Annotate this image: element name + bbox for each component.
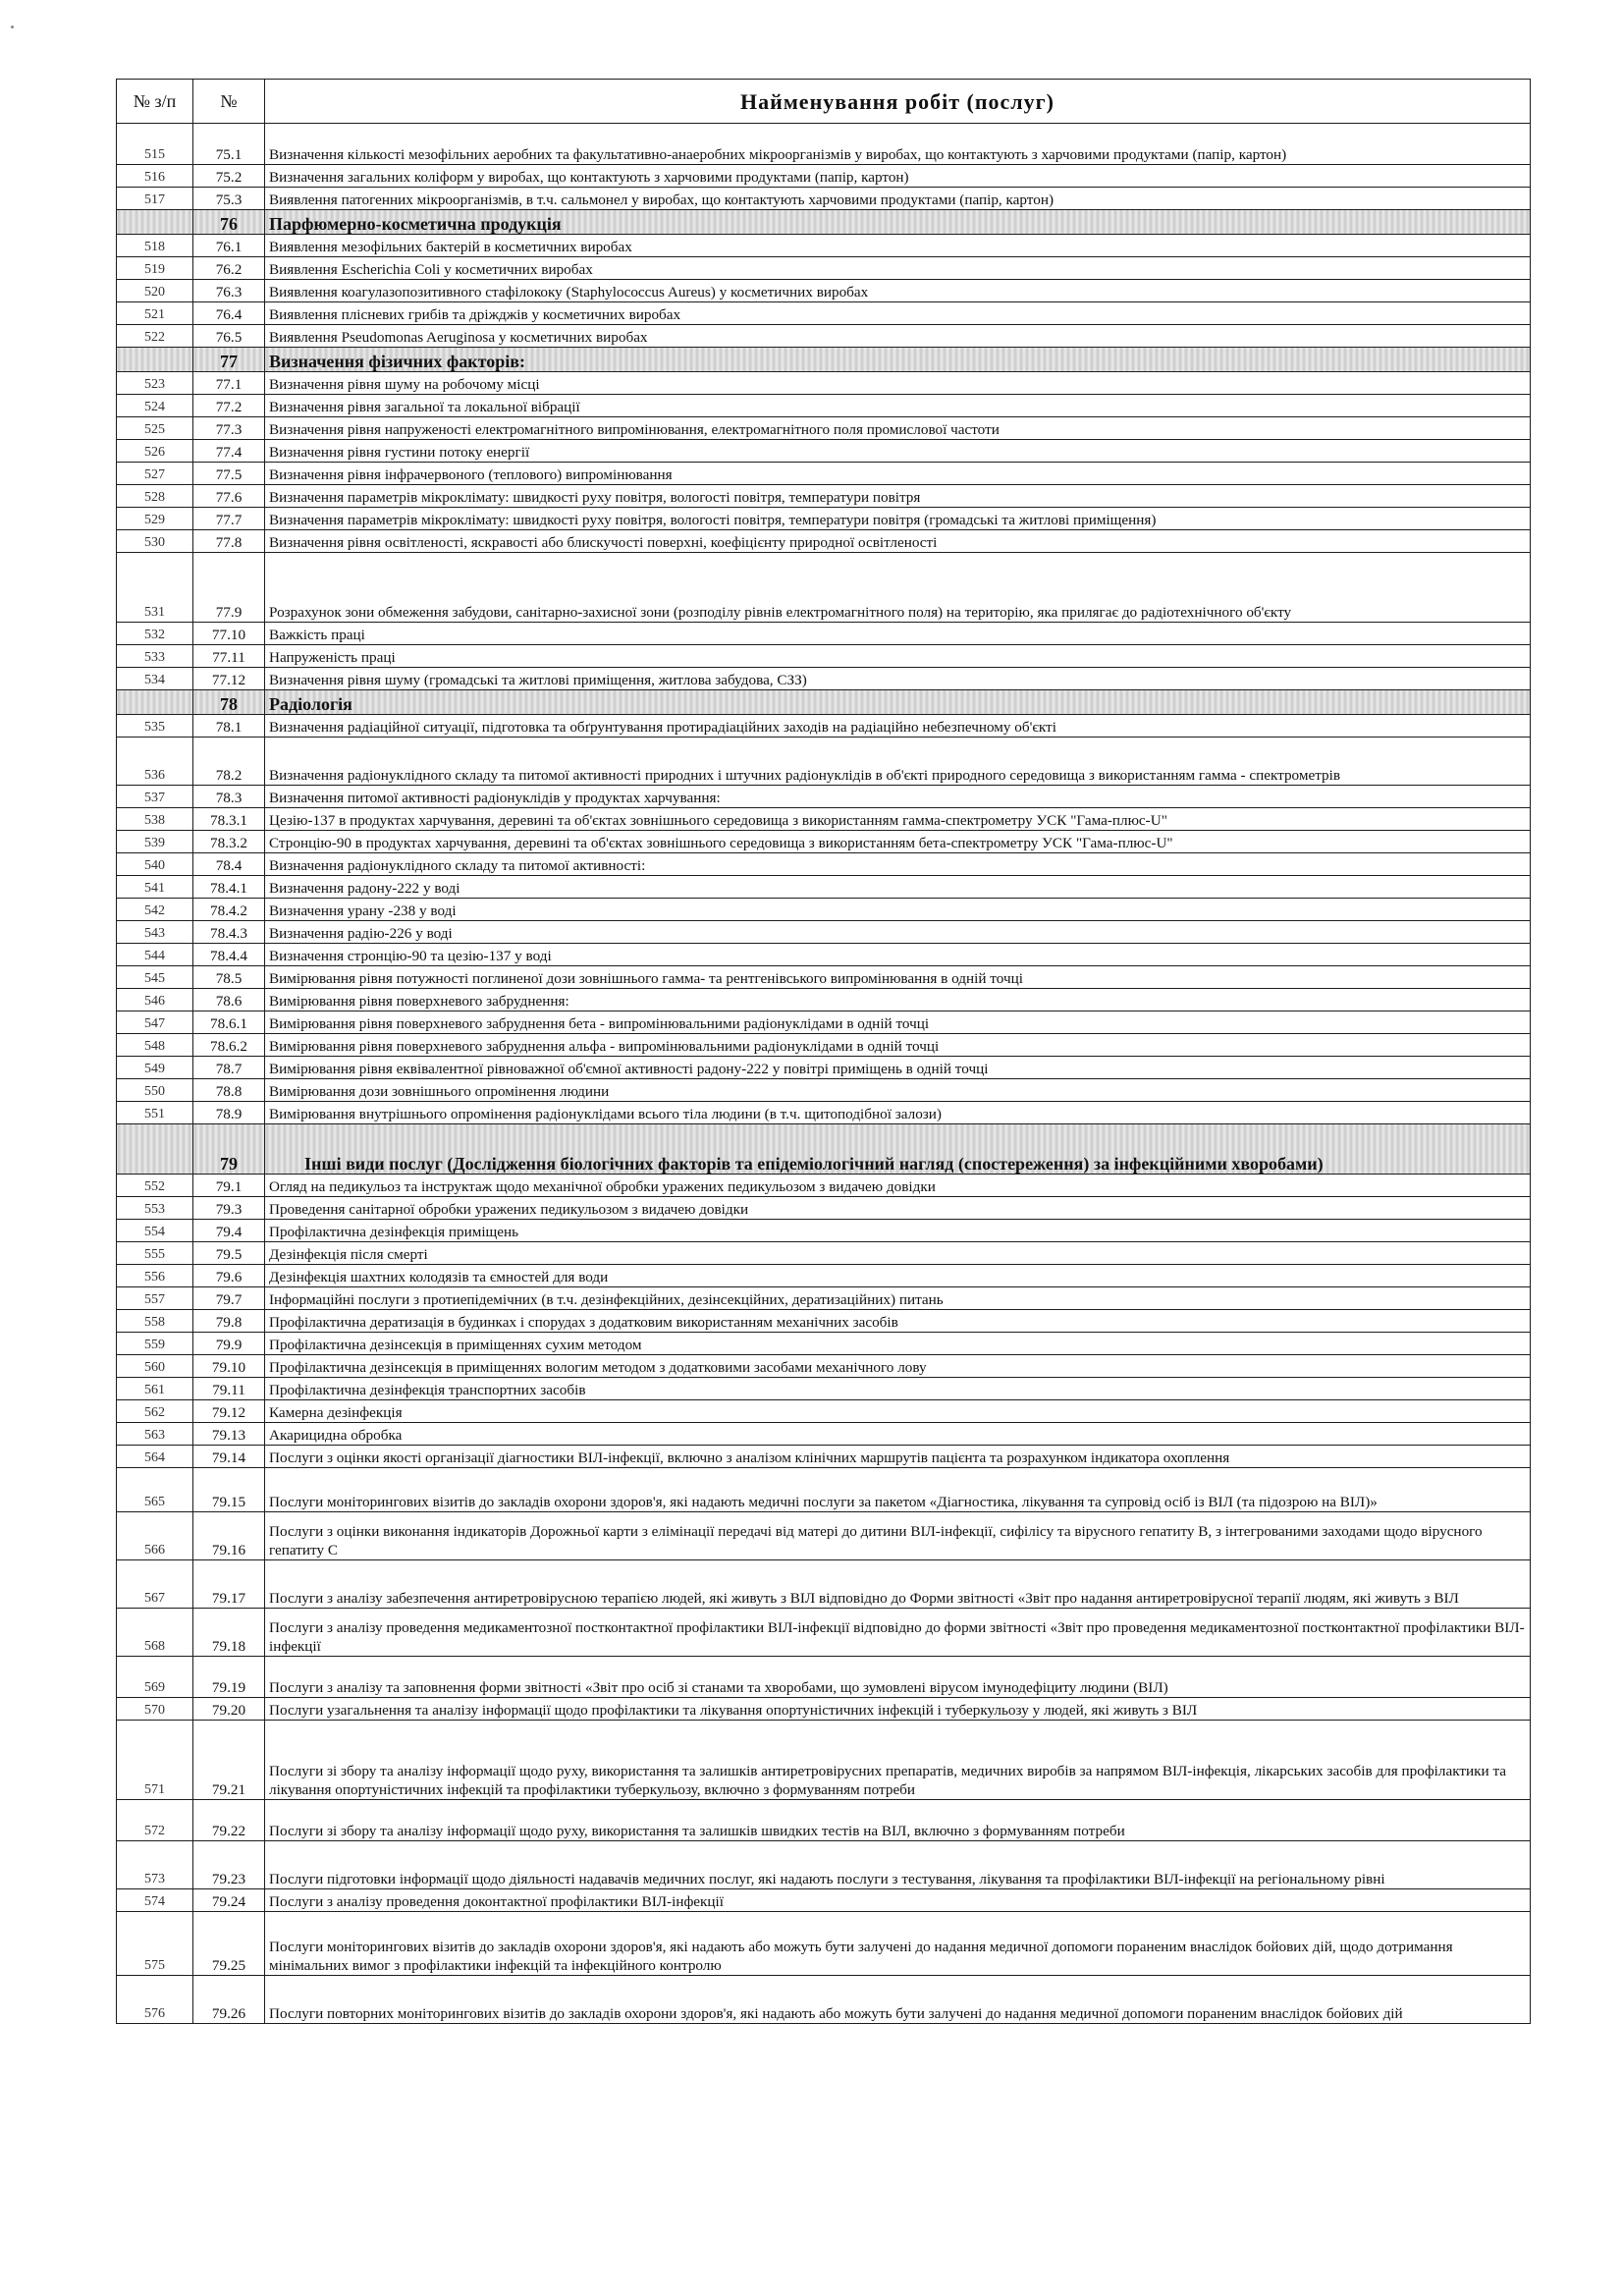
- table-row: [117, 395, 1531, 417]
- table-row: [117, 668, 1531, 690]
- service-code: 79.4: [193, 1220, 265, 1242]
- row-number: 542: [117, 899, 193, 921]
- table-row: [117, 1378, 1531, 1400]
- table-row: [117, 1242, 1531, 1265]
- table-row: [117, 645, 1531, 668]
- table-row: [117, 1657, 1531, 1698]
- table-row: [117, 1446, 1531, 1468]
- row-number: 522: [117, 325, 193, 348]
- row-number: 562: [117, 1400, 193, 1423]
- table-row: [117, 553, 1531, 623]
- service-name: Визначення рівня напруженості електромагнітного випромінювання, електромагнітного поля промислової частоти: [265, 417, 1531, 440]
- table-row: [117, 738, 1531, 786]
- row-number: 528: [117, 485, 193, 508]
- service-code: 78.3.2: [193, 831, 265, 853]
- service-name: Радіологія: [265, 690, 1531, 715]
- row-number: 560: [117, 1355, 193, 1378]
- table-row: [117, 1912, 1531, 1976]
- service-name: Інформаційні послуги з протиепідемічних (в т.ч. дезінфекційних, дезінсекційних, дератизаційних) питань: [265, 1287, 1531, 1310]
- service-name: Вимірювання дози зовнішнього опромінення людини: [265, 1079, 1531, 1102]
- row-number: [117, 1124, 193, 1175]
- service-name: Профілактична дезінфекція приміщень: [265, 1220, 1531, 1242]
- service-name: Визначення рівня густини потоку енергії: [265, 440, 1531, 463]
- table-row: [117, 1034, 1531, 1057]
- service-name: Виявлення Pseudomonas Aeruginosa у косметичних виробах: [265, 325, 1531, 348]
- row-number: 575: [117, 1912, 193, 1976]
- table-row: [117, 1079, 1531, 1102]
- service-name: Виявлення Escherichia Coli у косметичних виробах: [265, 257, 1531, 280]
- service-code: 78.4.3: [193, 921, 265, 944]
- service-name: Визначення рівня освітленості, яскравості або блискучості поверхні, коефіцієнту природної освітленості: [265, 530, 1531, 553]
- service-code: 79.19: [193, 1657, 265, 1698]
- row-number: 538: [117, 808, 193, 831]
- row-number: 518: [117, 235, 193, 257]
- service-code: 77.7: [193, 508, 265, 530]
- row-number: 530: [117, 530, 193, 553]
- service-name: Камерна дезінфекція: [265, 1400, 1531, 1423]
- service-name: Послуги підготовки інформації щодо діяльності надавачів медичних послуг, які надають послуги з тестування, лікування та профілактики ВІЛ-інфекції на регіональному рівні: [265, 1841, 1531, 1889]
- table-row: [117, 966, 1531, 989]
- service-code: 77.6: [193, 485, 265, 508]
- service-code: 77.2: [193, 395, 265, 417]
- service-name: Послуги повторних моніторингових візитів до закладів охорони здоров'я, які надають або можуть бути залучені до надання медичної допомоги пораненим внаслідок бойових дій: [265, 1976, 1531, 2024]
- row-number: 545: [117, 966, 193, 989]
- service-code: 79.22: [193, 1800, 265, 1841]
- service-name: Виявлення мезофільних бактерій в косметичних виробах: [265, 235, 1531, 257]
- table-row: [117, 989, 1531, 1011]
- service-name: Послуги з аналізу проведення медикаментозної постконтактної профілактики ВІЛ-інфекції відповідно до форми звітності «Звіт про проведення медикаментозної постконтактної профілактики ВІЛ-інфекції: [265, 1609, 1531, 1657]
- service-code: 77.1: [193, 372, 265, 395]
- table-row: [117, 1265, 1531, 1287]
- row-number: 541: [117, 876, 193, 899]
- service-code: 78.1: [193, 715, 265, 738]
- service-code: 79.21: [193, 1721, 265, 1800]
- service-code: 78.4.4: [193, 944, 265, 966]
- service-name: Вимірювання рівня потужності поглиненої дози зовнішнього гамма- та рентгенівського випромінювання в одній точці: [265, 966, 1531, 989]
- table-row: [117, 1057, 1531, 1079]
- table-row: [117, 1400, 1531, 1423]
- service-name: Визначення загальних коліформ у виробах, що контактують з харчовими продуктами (папір, картон): [265, 165, 1531, 188]
- row-number: 552: [117, 1175, 193, 1197]
- header-code: №: [193, 80, 265, 124]
- service-name: Визначення стронцію-90 та цезію-137 у воді: [265, 944, 1531, 966]
- row-number: 536: [117, 738, 193, 786]
- service-name: Послуги зі збору та аналізу інформації щодо руху, використання та залишків швидких тестів на ВІЛ, включно з формуванням потреби: [265, 1800, 1531, 1841]
- service-code: 76.1: [193, 235, 265, 257]
- service-code: 78.8: [193, 1079, 265, 1102]
- service-code: 79.11: [193, 1378, 265, 1400]
- service-name: Визначення кількості мезофільних аеробних та факультативно-анаеробних мікроорганізмів у виробах, що контактують з харчовими продуктами (папір, картон): [265, 124, 1531, 165]
- row-number: 550: [117, 1079, 193, 1102]
- service-code: 79.7: [193, 1287, 265, 1310]
- service-code: 77.10: [193, 623, 265, 645]
- header-row-number: № з/п: [117, 80, 193, 124]
- row-number: 535: [117, 715, 193, 738]
- table-row: [117, 485, 1531, 508]
- table-row: [117, 876, 1531, 899]
- service-name: Профілактична дератизація в будинках і спорудах з додатковим використанням механічних засобів: [265, 1310, 1531, 1333]
- section-header-row: [117, 210, 1531, 235]
- row-number: [117, 348, 193, 372]
- service-code: 79.13: [193, 1423, 265, 1446]
- section-header-row: [117, 690, 1531, 715]
- row-number: 520: [117, 280, 193, 302]
- service-name: Виявлення патогенних мікроорганізмів, в т.ч. сальмонел у виробах, що контактують харчовими продуктами (папір, картон): [265, 188, 1531, 210]
- table-row: [117, 1800, 1531, 1841]
- table-row: [117, 921, 1531, 944]
- row-number: 534: [117, 668, 193, 690]
- service-code: 79.6: [193, 1265, 265, 1287]
- service-code: 79.25: [193, 1912, 265, 1976]
- service-code: 76.2: [193, 257, 265, 280]
- row-number: 540: [117, 853, 193, 876]
- service-code: 77.3: [193, 417, 265, 440]
- table-row: [117, 280, 1531, 302]
- row-number: 571: [117, 1721, 193, 1800]
- row-number: 566: [117, 1512, 193, 1560]
- service-code: 78.3: [193, 786, 265, 808]
- table-row: [117, 235, 1531, 257]
- row-number: 543: [117, 921, 193, 944]
- row-number: 563: [117, 1423, 193, 1446]
- service-code: 77: [193, 348, 265, 372]
- row-number: 517: [117, 188, 193, 210]
- table-row: [117, 1287, 1531, 1310]
- table-row: [117, 899, 1531, 921]
- service-code: 78.4: [193, 853, 265, 876]
- table-row: [117, 944, 1531, 966]
- table-row: [117, 1512, 1531, 1560]
- services-table: [116, 79, 1531, 2024]
- service-name: Дезінфекція після смерті: [265, 1242, 1531, 1265]
- table-header-row: [117, 80, 1531, 124]
- row-number: 554: [117, 1220, 193, 1242]
- table-row: [117, 1889, 1531, 1912]
- table-body: [117, 124, 1531, 2024]
- service-name: Важкість праці: [265, 623, 1531, 645]
- service-code: 76: [193, 210, 265, 235]
- service-name: Вимірювання рівня еквівалентної рівноважної об'ємної активності радону-222 у повітрі приміщень в одній точці: [265, 1057, 1531, 1079]
- row-number: 556: [117, 1265, 193, 1287]
- row-number: 539: [117, 831, 193, 853]
- service-code: 78.6.1: [193, 1011, 265, 1034]
- service-code: 79.15: [193, 1468, 265, 1512]
- service-code: 78.6.2: [193, 1034, 265, 1057]
- row-number: 515: [117, 124, 193, 165]
- service-code: 78.2: [193, 738, 265, 786]
- row-number: 568: [117, 1609, 193, 1657]
- service-code: 76.5: [193, 325, 265, 348]
- table-row: [117, 165, 1531, 188]
- service-name: Послуги з аналізу забезпечення антиретровірусною терапією людей, які живуть з ВІЛ відповідно до Форми звітності «Звіт про надання антиретровірусної терапії людям, які живуть з ВІЛ: [265, 1560, 1531, 1609]
- table-row: [117, 1355, 1531, 1378]
- table-row: [117, 623, 1531, 645]
- service-code: 78: [193, 690, 265, 715]
- service-name: Послуги з оцінки виконання індикаторів Дорожньої карти з елімінації передачі від матері до дитини ВІЛ-інфекції, сифілісу та вірусного гепатиту В, з інтегрованими заходами щодо вірусного гепатиту С: [265, 1512, 1531, 1560]
- section-header-row: [117, 348, 1531, 372]
- row-number: 533: [117, 645, 193, 668]
- row-number: 548: [117, 1034, 193, 1057]
- table-row: [117, 1721, 1531, 1800]
- service-name: Визначення параметрів мікроклімату: швидкості руху повітря, вологості повітря, температури повітря (громадські та житлові приміщення): [265, 508, 1531, 530]
- service-name: Профілактична дезінфекція транспортних засобів: [265, 1378, 1531, 1400]
- table-row: [117, 1175, 1531, 1197]
- row-number: 549: [117, 1057, 193, 1079]
- service-name: Визначення радію-226 у воді: [265, 921, 1531, 944]
- row-number: 576: [117, 1976, 193, 2024]
- row-number: 569: [117, 1657, 193, 1698]
- table-row: [117, 786, 1531, 808]
- row-number: 537: [117, 786, 193, 808]
- service-name: Визначення питомої активності радіонуклідів у продуктах харчування:: [265, 786, 1531, 808]
- row-number: 547: [117, 1011, 193, 1034]
- row-number: 544: [117, 944, 193, 966]
- service-code: 79.26: [193, 1976, 265, 2024]
- table-row: [117, 1423, 1531, 1446]
- table-row: [117, 508, 1531, 530]
- service-code: 77.5: [193, 463, 265, 485]
- service-code: 75.2: [193, 165, 265, 188]
- row-number: [117, 690, 193, 715]
- table-row: [117, 1011, 1531, 1034]
- service-code: 79.18: [193, 1609, 265, 1657]
- header-service-name: Найменування робіт (послуг): [265, 80, 1531, 124]
- row-number: [117, 210, 193, 235]
- table-row: [117, 1468, 1531, 1512]
- table-row: [117, 808, 1531, 831]
- service-name: Послуги з аналізу проведення доконтактної профілактики ВІЛ-інфекції: [265, 1889, 1531, 1912]
- row-number: 561: [117, 1378, 193, 1400]
- service-code: 77.11: [193, 645, 265, 668]
- service-name: Послуги з оцінки якості організації діагностики ВІЛ-інфекції, включно з аналізом клінічних маршрутів пацієнта та розрахунком індикатора охоплення: [265, 1446, 1531, 1468]
- service-name: Визначення радіонуклідного складу та питомої активності:: [265, 853, 1531, 876]
- service-name: Парфюмерно-косметична продукція: [265, 210, 1531, 235]
- row-number: 531: [117, 553, 193, 623]
- service-code: 78.6: [193, 989, 265, 1011]
- table-row: [117, 1976, 1531, 2024]
- service-code: 78.4.2: [193, 899, 265, 921]
- service-name: Визначення радону-222 у воді: [265, 876, 1531, 899]
- service-code: 79.8: [193, 1310, 265, 1333]
- table-row: [117, 463, 1531, 485]
- service-code: 77.4: [193, 440, 265, 463]
- service-name: Визначення рівня шуму на робочому місці: [265, 372, 1531, 395]
- table-row: [117, 124, 1531, 165]
- service-name: Профілактична дезінсекція в приміщеннях сухим методом: [265, 1333, 1531, 1355]
- table-row: [117, 715, 1531, 738]
- service-code: 79.16: [193, 1512, 265, 1560]
- service-code: 79.20: [193, 1698, 265, 1721]
- service-name: Стронцію-90 в продуктах харчування, деревині та об'єктах зовнішнього середовища з використанням бета-спектрометру УСК "Гама-плюс-U": [265, 831, 1531, 853]
- service-code: 78.4.1: [193, 876, 265, 899]
- service-code: 78.5: [193, 966, 265, 989]
- row-number: 558: [117, 1310, 193, 1333]
- row-number: 557: [117, 1287, 193, 1310]
- row-number: 555: [117, 1242, 193, 1265]
- table-row: [117, 530, 1531, 553]
- table-row: [117, 1310, 1531, 1333]
- row-number: 567: [117, 1560, 193, 1609]
- service-code: 79.14: [193, 1446, 265, 1468]
- table-row: [117, 325, 1531, 348]
- table-row: [117, 1560, 1531, 1609]
- service-code: 79.10: [193, 1355, 265, 1378]
- service-code: 77.8: [193, 530, 265, 553]
- service-name: Визначення радіонуклідного складу та питомої активності природних і штучних радіонуклідів в об'єкті природного середовища з використанням гамма - спектрометрів: [265, 738, 1531, 786]
- row-number: 523: [117, 372, 193, 395]
- table-row: [117, 1841, 1531, 1889]
- service-code: 76.3: [193, 280, 265, 302]
- service-name: Проведення санітарної обробки уражених педикульозом з видачею довідки: [265, 1197, 1531, 1220]
- service-name: Вимірювання рівня поверхневого забруднення бета - випромінювальними радіонуклідами в одній точці: [265, 1011, 1531, 1034]
- table-row: [117, 302, 1531, 325]
- row-number: 564: [117, 1446, 193, 1468]
- service-name: Акарицидна обробка: [265, 1423, 1531, 1446]
- row-number: 559: [117, 1333, 193, 1355]
- row-number: 573: [117, 1841, 193, 1889]
- service-name: Розрахунок зони обмеження забудови, санітарно-захисної зони (розподілу рівнів електромагнітного поля) на територію, яка прилягає до радіотехнічного об'єкту: [265, 553, 1531, 623]
- service-code: 79.12: [193, 1400, 265, 1423]
- table-row: [117, 372, 1531, 395]
- service-name: Вимірювання рівня поверхневого забруднення:: [265, 989, 1531, 1011]
- service-name: Послуги з аналізу та заповнення форми звітності «Звіт про осіб зі станами та хворобами, що зумовлені вірусом імунодефіциту людини (ВІЛ): [265, 1657, 1531, 1698]
- service-code: 77.12: [193, 668, 265, 690]
- table-row: [117, 1609, 1531, 1657]
- service-code: 79: [193, 1124, 265, 1175]
- row-number: 553: [117, 1197, 193, 1220]
- service-name: Дезінфекція шахтних колодязів та ємностей для води: [265, 1265, 1531, 1287]
- service-name: Послуги моніторингових візитів до закладів охорони здоров'я, які надають або можуть бути залучені до надання медичної допомоги пораненим внаслідок бойових дій, щодо дотримання мінімальних вимог з профілактики інфекцій та інфекційного контролю: [265, 1912, 1531, 1976]
- row-number: 565: [117, 1468, 193, 1512]
- row-number: 572: [117, 1800, 193, 1841]
- service-name: Огляд на педикульоз та інструктаж щодо механічної обробки уражених педикульозом з видачею довідки: [265, 1175, 1531, 1197]
- services-table-sheet: [116, 79, 1530, 2024]
- service-name: Виявлення коагулазопозитивного стафілококу (Staphylococcus Aureus) у косметичних виробах: [265, 280, 1531, 302]
- service-name: Визначення фізичних факторів:: [265, 348, 1531, 372]
- service-code: 76.4: [193, 302, 265, 325]
- table-row: [117, 1333, 1531, 1355]
- table-row: [117, 257, 1531, 280]
- service-name: Визначення рівня загальної та локальної вібрації: [265, 395, 1531, 417]
- service-name: Визначення урану -238 у воді: [265, 899, 1531, 921]
- table-row: [117, 853, 1531, 876]
- service-code: 78.9: [193, 1102, 265, 1124]
- service-name: Цезію-137 в продуктах харчування, деревині та об'єктах зовнішнього середовища з використанням гамма-спектрометру УСК "Гама-плюс-U": [265, 808, 1531, 831]
- service-code: 79.5: [193, 1242, 265, 1265]
- service-name: Вимірювання рівня поверхневого забруднення альфа - випромінювальними радіонуклідами в одній точці: [265, 1034, 1531, 1057]
- service-code: 79.1: [193, 1175, 265, 1197]
- service-name: Профілактична дезінсекція в приміщеннях вологим методом з додатковими засобами механічного лову: [265, 1355, 1531, 1378]
- service-name: Виявлення плісневих грибів та дріжджів у косметичних виробах: [265, 302, 1531, 325]
- scan-dot: [11, 26, 14, 28]
- service-name: Послуги моніторингових візитів до закладів охорони здоров'я, які надають медичні послуги за пакетом «Діагностика, лікування та супровід осіб із ВІЛ (та підозрою на ВІЛ)»: [265, 1468, 1531, 1512]
- service-name: Вимірювання внутрішнього опромінення радіонуклідами всього тіла людини (в т.ч. щитоподібної залози): [265, 1102, 1531, 1124]
- row-number: 574: [117, 1889, 193, 1912]
- row-number: 516: [117, 165, 193, 188]
- service-code: 75.3: [193, 188, 265, 210]
- table-row: [117, 1102, 1531, 1124]
- row-number: 524: [117, 395, 193, 417]
- service-name: Визначення рівня шуму (громадські та житлові приміщення, житлова забудова, СЗЗ): [265, 668, 1531, 690]
- service-code: 78.3.1: [193, 808, 265, 831]
- service-code: 79.24: [193, 1889, 265, 1912]
- row-number: 529: [117, 508, 193, 530]
- row-number: 526: [117, 440, 193, 463]
- row-number: 570: [117, 1698, 193, 1721]
- service-name: Послуги узагальнення та аналізу інформації щодо профілактики та лікування опортуністичних інфекцій і туберкульозу у людей, які живуть з ВІЛ: [265, 1698, 1531, 1721]
- service-code: 79.17: [193, 1560, 265, 1609]
- table-row: [117, 1698, 1531, 1721]
- table-row: [117, 831, 1531, 853]
- table-row: [117, 417, 1531, 440]
- row-number: 525: [117, 417, 193, 440]
- service-code: 79.9: [193, 1333, 265, 1355]
- row-number: 546: [117, 989, 193, 1011]
- row-number: 551: [117, 1102, 193, 1124]
- table-row: [117, 440, 1531, 463]
- table-row: [117, 1197, 1531, 1220]
- service-name: Визначення рівня інфрачервоного (теплового) випромінювання: [265, 463, 1531, 485]
- service-name: Визначення радіаційної ситуації, підготовка та обґрунтування протирадіаційних заходів на радіаційно небезпечному об'єкті: [265, 715, 1531, 738]
- service-name: Послуги зі збору та аналізу інформації щодо руху, використання та залишків антиретровірусних препаратів, медичних виробів за напрямом ВІЛ-інфекція, лікарських засобів для профілактики та лікування опортуністичних інфекцій та профілактики туберкульозу, включно з формуванням потреби: [265, 1721, 1531, 1800]
- row-number: 532: [117, 623, 193, 645]
- row-number: 519: [117, 257, 193, 280]
- table-row: [117, 1220, 1531, 1242]
- service-name: Інші види послуг (Дослідження біологічних факторів та епідеміологічний нагляд (спостереження) за інфекційними хворобами): [265, 1124, 1531, 1175]
- service-code: 79.23: [193, 1841, 265, 1889]
- service-name: Визначення параметрів мікроклімату: швидкості руху повітря, вологості повітря, температури повітря: [265, 485, 1531, 508]
- section-header-row: [117, 1124, 1531, 1175]
- service-code: 77.9: [193, 553, 265, 623]
- service-code: 78.7: [193, 1057, 265, 1079]
- table-row: [117, 188, 1531, 210]
- row-number: 527: [117, 463, 193, 485]
- row-number: 521: [117, 302, 193, 325]
- service-name: Напруженість праці: [265, 645, 1531, 668]
- service-code: 75.1: [193, 124, 265, 165]
- service-code: 79.3: [193, 1197, 265, 1220]
